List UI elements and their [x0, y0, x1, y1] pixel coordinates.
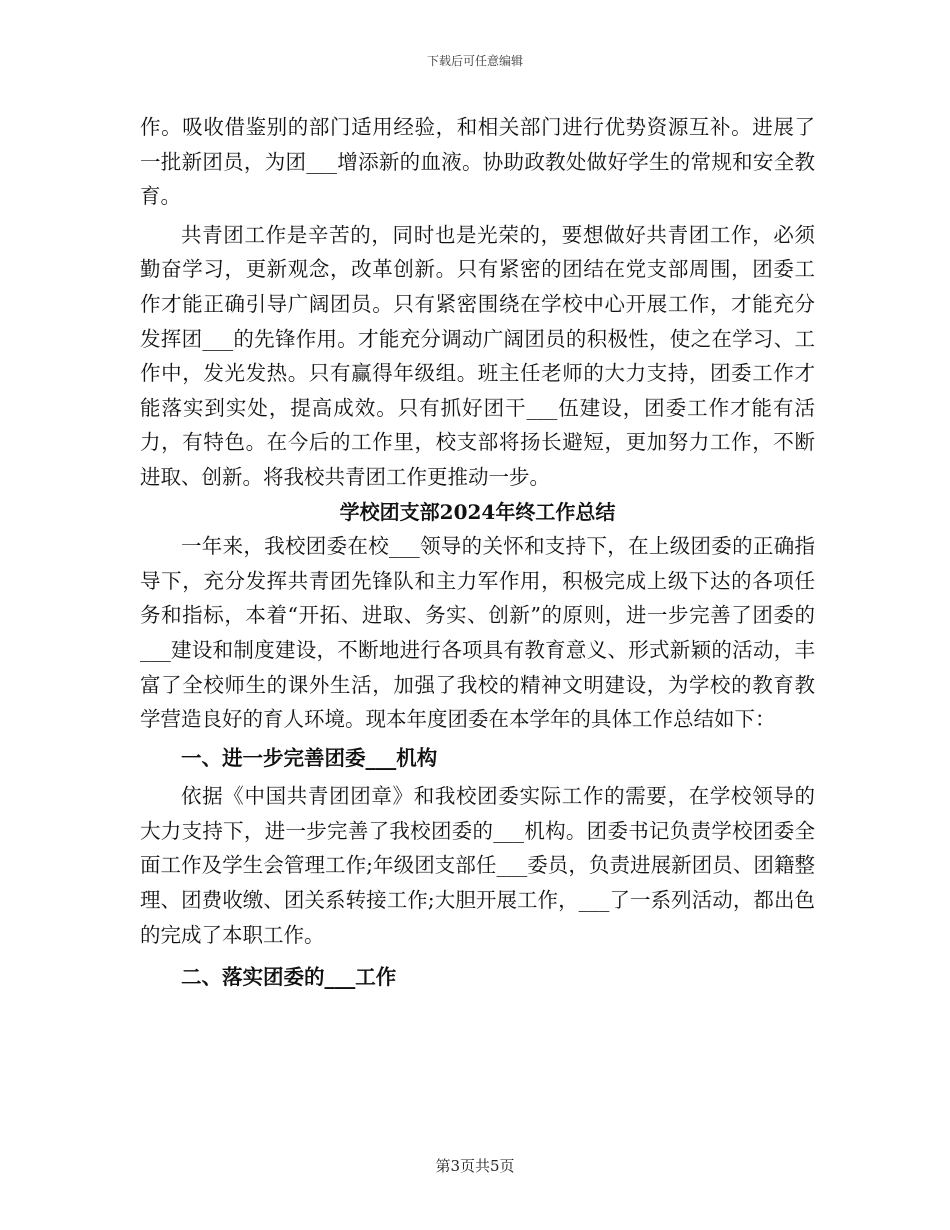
- heading-two: 二、落实团委的___工作: [181, 965, 397, 990]
- paragraph-summary: 共青团工作是辛苦的，同时也是光荣的，要想做好共青团工作，必须勤奋学习，更新观念，改革创新。只有紧密的团结在党支部周围，团委工作才能正确引导广阔团员。只有紧密围绕在学校中心开展工作，才能充分发挥团___的先锋作用。才能充分调动广阔团员的积极性，使之在学习、工作中，发光发热。只有赢得年级组。班主任老师的大力支持，团委工作才能落实到实处，提高成效。只有抓好团干___伍建设，团委工作才能有活力，有特色。在今后的工作里，校支部将扬长避短，更加努力工作，不断进取、创新。将我校共青团工作更推动一步。: [140, 222, 815, 489]
- document-body: [140, 110, 815, 995]
- paragraph-intro: 一年来，我校团委在校___领导的关怀和支持下，在上级团委的正确指导下，充分发挥共青团先锋队和主力军作用，积极完成上级下达的各项任务和指标，本着“开拓、进取、务实、创新”的原则，进一步完善了团委的___建设和制度建设，不断地进行各项具有教育意义、形式新颖的活动，丰富了全校师生的课外生活，加强了我校的精神文明建设，为学校的教育教学营造良好的育人环境。现本年度团委在本学年的具体工作总结如下：: [140, 534, 815, 732]
- section-title: 学校团支部2024年终工作总结: [339, 499, 616, 524]
- heading-one: 一、进一步完善团委___机构: [181, 745, 438, 770]
- page-header: 下载后可任意编辑: [426, 54, 523, 68]
- paragraph-continuation: 作。吸收借鉴别的部门适用经验，和相关部门进行优势资源互补。进展了一批新团员，为团___增添新的血液。协助政教处做好学生的常规和安全教育。: [140, 115, 815, 209]
- page-footer: 第3页共5页: [435, 1157, 515, 1175]
- paragraph-organization: 依据《中国共青团团章》和我校团委实际工作的需要，在学校领导的大力支持下，进一步完善了我校团委的___机构。团委书记负责学校团委全面工作及学生会管理工作;年级团支部任___委员，负责进展新团员、团籍整理、团费收缴、团关系转接工作;大胆开展工作，___了一系列活动，都出色的完成了本职工作。: [140, 784, 815, 947]
